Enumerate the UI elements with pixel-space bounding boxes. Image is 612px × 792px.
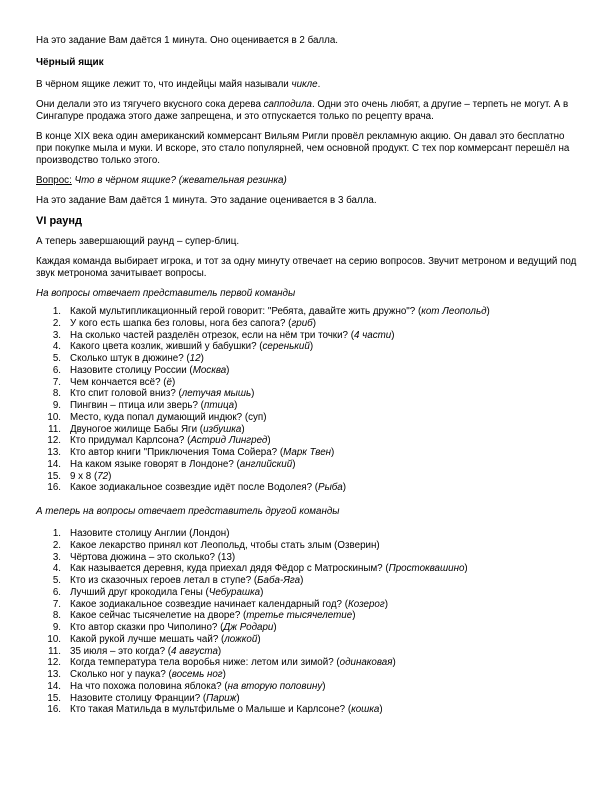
question-text: Сколько ног у паука? ( (70, 669, 172, 680)
question-number: 12. (47, 657, 61, 669)
question-text: Кто из сказочных героев летал в ступе? ( (70, 575, 258, 586)
paragraph-text: Они делали это из тягучего вкусного сока дерева (36, 99, 264, 110)
answer-text: 12 (189, 353, 201, 364)
answer-text: 72 (97, 470, 109, 482)
question-item (36, 424, 582, 436)
question-item (36, 657, 582, 669)
question-text: Что в чёрном ящике? (жевательная резинка) (71, 175, 287, 186)
question-number: 15. (47, 470, 61, 482)
question-text: Кто такая Матильда в мультфильме о Малыше и Карлсоне? ( (70, 704, 352, 716)
answer-text: третье тысячелетие (246, 610, 353, 622)
answer-text: 4 части (354, 329, 392, 341)
question-item (36, 388, 582, 400)
question-item (36, 563, 582, 575)
question-text: Какое лекарство принял кот Леопольд, чтобы стать злым (Озверин) (70, 539, 380, 551)
question-number: 11. (48, 423, 61, 435)
answer-close: ) (236, 692, 240, 704)
question-number: 14. (47, 458, 61, 470)
question-number: 5. (52, 353, 61, 364)
question-label: Вопрос: (36, 175, 72, 186)
question-item (36, 540, 582, 552)
black-box-heading: Чёрный ящик (36, 57, 104, 68)
second-team-label (36, 506, 582, 518)
question-text: На сколько частей разделён отрезок, если на нём три точки? ( (70, 329, 354, 341)
question-item (36, 377, 582, 389)
answer-close: ) (222, 669, 226, 680)
answer-close: ) (267, 435, 271, 447)
answer-close: ) (226, 364, 230, 376)
question-number: 5. (52, 575, 61, 586)
answer-close: ) (322, 680, 326, 692)
answer-close: ) (108, 470, 112, 482)
answer-text: птица (203, 400, 235, 411)
paragraph-text: . Одни это очень любят, а другие – терпеть не могут. А в Сингапуре продажа этого даже запрещена, и это отпускается только по рецепту врача. (36, 99, 569, 122)
question-item (36, 599, 582, 611)
question-text: Когда температура тела воробья ниже: летом или зимой? ( (70, 657, 340, 669)
question-number: 16. (47, 482, 61, 494)
answer-close: ) (300, 575, 304, 586)
answer-text: Козерог (347, 598, 385, 610)
time-note-task-2: На это задание Вам даётся 1 минута. Это задание оценивается в 3 балла. (36, 195, 377, 206)
answer-close: ) (392, 657, 396, 669)
question-number: 7. (52, 598, 61, 610)
answer-text: Марк Твен (283, 447, 332, 458)
answer-text: ё (166, 376, 172, 388)
answer-close: ) (486, 306, 490, 317)
question-item (36, 471, 582, 483)
answer-close: ) (260, 586, 264, 598)
question-item (36, 552, 582, 564)
question-text: Кто придумал Карлсона? ( (70, 435, 191, 447)
question-item (36, 704, 582, 716)
question-text: Кто автор книги "Приключения Тома Сойера? ( (70, 447, 284, 458)
black-box-paragraph-1 (36, 79, 582, 91)
second-team-label-text: А теперь на вопросы отвечает представитель другой команды (36, 506, 340, 517)
question-item (36, 575, 582, 587)
round-6-intro: А теперь завершающий раунд – супер-блиц. (36, 236, 240, 247)
question-number: 4. (52, 341, 61, 353)
question-text: Какой рукой лучше мешать чай? ( (70, 633, 225, 645)
question-number: 11. (48, 645, 61, 657)
question-item (36, 306, 582, 318)
question-number: 9. (52, 622, 61, 633)
answer-text: кот Леопольд (421, 306, 487, 317)
question-number: 13. (47, 447, 61, 458)
question-text: Какого цвета козлик, живший у бабушки? ( (70, 341, 263, 353)
question-item (36, 646, 582, 658)
answer-text: восемь ног (171, 669, 223, 680)
question-number: 12. (47, 435, 61, 447)
question-text: Двуногое жилище Бабы Яги ( (70, 423, 204, 435)
question-number: 13. (47, 669, 61, 680)
question-text: Место, куда попал думающий индюк? (суп) (70, 411, 267, 423)
question-item (36, 610, 582, 622)
question-item (36, 447, 582, 459)
first-team-question-list (36, 306, 582, 494)
question-item (36, 482, 582, 494)
answer-text: Астрид Лингред (190, 435, 268, 447)
question-text: Лучший друг крокодила Гены ( (70, 586, 209, 598)
question-item (36, 459, 582, 471)
question-text: На что похожа половина яблока? ( (70, 680, 228, 692)
question-text: Какое сейчас тысячелетие на дворе? ( (70, 610, 247, 622)
question-number: 6. (52, 586, 61, 598)
answer-close: ) (384, 598, 388, 610)
answer-text: Париж (206, 692, 237, 704)
question-text: Кто спит головой вниз? ( (70, 388, 182, 400)
question-text: 9 x 8 ( (70, 470, 98, 482)
question-text: Сколько штук в дюжине? ( (70, 353, 190, 364)
black-box-question (36, 175, 582, 187)
answer-close: ) (352, 610, 356, 622)
question-text: Чем кончается всё? ( (70, 376, 167, 388)
answer-close: ) (292, 458, 296, 470)
answer-text: ложкой (224, 633, 258, 645)
question-text: Пингвин – птица или зверь? ( (70, 400, 204, 411)
answer-close: ) (331, 447, 335, 458)
question-text: Чёртова дюжина – это сколько? (13) (70, 551, 236, 563)
answer-close: ) (309, 341, 314, 353)
question-number: 8. (52, 610, 61, 622)
question-number: 2. (52, 317, 61, 329)
answer-close: ) (342, 482, 346, 494)
question-number: 8. (52, 388, 61, 400)
question-number: 10. (47, 411, 61, 423)
answer-close: ) (312, 317, 316, 329)
question-number: 4. (52, 563, 61, 575)
question-number: 1. (52, 306, 61, 317)
black-box-paragraph-2 (36, 99, 582, 123)
question-text: Какой мультипликационный герой говорит: "Ребята, давайте жить дружно"? ( (70, 306, 422, 317)
question-text: Назовите столицу Франции? ( (70, 692, 207, 704)
answer-text: избушка (203, 423, 242, 435)
question-number: 14. (47, 680, 61, 692)
question-item (36, 681, 582, 693)
question-text: Какое зодиакальное созвездие идёт после Водолея? ( (70, 482, 319, 494)
question-text: На каком языке говорят в Лондоне? ( (70, 458, 240, 470)
question-number: 3. (52, 329, 61, 341)
question-item (36, 587, 582, 599)
question-number: 9. (52, 400, 61, 411)
question-item (36, 634, 582, 646)
answer-text: гриб (291, 317, 313, 329)
black-box-paragraph-3: В конце XIX века один американский коммерсант Вильям Ригли провёл рекламную акцию. Он давал это бесплатно при покупке мыла и муки. И вскоре, это стало популярней, чем основной продукт. С тех пор коммерсант перешёл на производство только этого. (36, 131, 570, 166)
question-number: 16. (47, 704, 61, 716)
answer-text: кошка (351, 704, 380, 716)
paragraph-end: . (317, 79, 321, 90)
question-text: Как называется деревня, куда приехал дядя Фёдор с Матроскиным? ( (70, 563, 389, 575)
answer-close: ) (251, 388, 255, 400)
answer-close: ) (391, 329, 395, 341)
question-number: 10. (47, 633, 61, 645)
question-item (36, 365, 582, 377)
question-item (36, 353, 582, 365)
italic-term: сапподила (263, 99, 312, 110)
round-6-rules: Каждая команда выбирает игрока, и тот за одну минуту отвечает на серию вопросов. Звучит метроном и ведущий под звук метронома зачитывает вопросы. (36, 256, 577, 279)
answer-close: ) (241, 423, 245, 435)
question-number: 6. (52, 364, 61, 376)
question-text: Назовите столицу Англии (Лондон) (70, 528, 230, 539)
question-number: 15. (47, 692, 61, 704)
answer-text: Рыба (318, 482, 343, 494)
answer-text: Дж Родари (223, 622, 274, 633)
answer-text: Простоквашино (388, 563, 465, 575)
question-item (36, 341, 582, 353)
second-team-question-list (36, 528, 582, 716)
answer-close: ) (217, 645, 222, 657)
answer-text: 4 августа (171, 645, 218, 657)
answer-text: одинаковая (339, 657, 393, 669)
question-item (36, 330, 582, 342)
question-text: Какое зодиакальное созвездие начинает календарный год? ( (70, 598, 348, 610)
answer-close: ) (273, 622, 277, 633)
round-6-heading: VI раунд (36, 215, 83, 227)
question-item (36, 318, 582, 330)
question-item (36, 669, 582, 681)
question-item (36, 435, 582, 447)
time-note-task-1: На это задание Вам даётся 1 минута. Оно оценивается в 2 балла. (36, 35, 339, 46)
question-item (36, 412, 582, 424)
question-number: 7. (52, 376, 61, 388)
answer-text: летучая мышь (181, 388, 252, 400)
answer-text: английский (239, 458, 293, 470)
question-text: 35 июля – это когда? ( (70, 645, 172, 657)
answer-text: на вторую половину (227, 680, 323, 692)
answer-close: ) (379, 704, 383, 716)
answer-close: ) (200, 353, 204, 364)
first-team-label (36, 288, 582, 300)
question-text: У кого есть шапка без головы, нога без сапога? ( (70, 317, 292, 329)
question-number: 3. (52, 551, 61, 563)
question-text: Кто автор сказки про Чиполино? ( (70, 622, 224, 633)
paragraph-text: В чёрном ящике лежит то, что индейцы майя называли (36, 79, 292, 90)
answer-close: ) (234, 400, 238, 411)
answer-text: Москва (192, 364, 227, 376)
first-team-label-text: На вопросы отвечает представитель первой команды (36, 288, 296, 299)
question-item (36, 528, 582, 540)
question-item (36, 400, 582, 412)
question-number: 2. (52, 539, 61, 551)
question-item (36, 622, 582, 634)
answer-text: серенький (262, 341, 310, 353)
answer-close: ) (172, 376, 176, 388)
answer-text: Чебурашка (208, 586, 261, 598)
italic-term: чикле (291, 79, 318, 90)
question-item (36, 693, 582, 705)
answer-close: ) (464, 563, 468, 575)
question-text: Назовите столицу России ( (70, 364, 193, 376)
answer-text: Баба-Яга (257, 575, 301, 586)
question-number: 1. (52, 528, 61, 539)
answer-close: ) (257, 633, 261, 645)
